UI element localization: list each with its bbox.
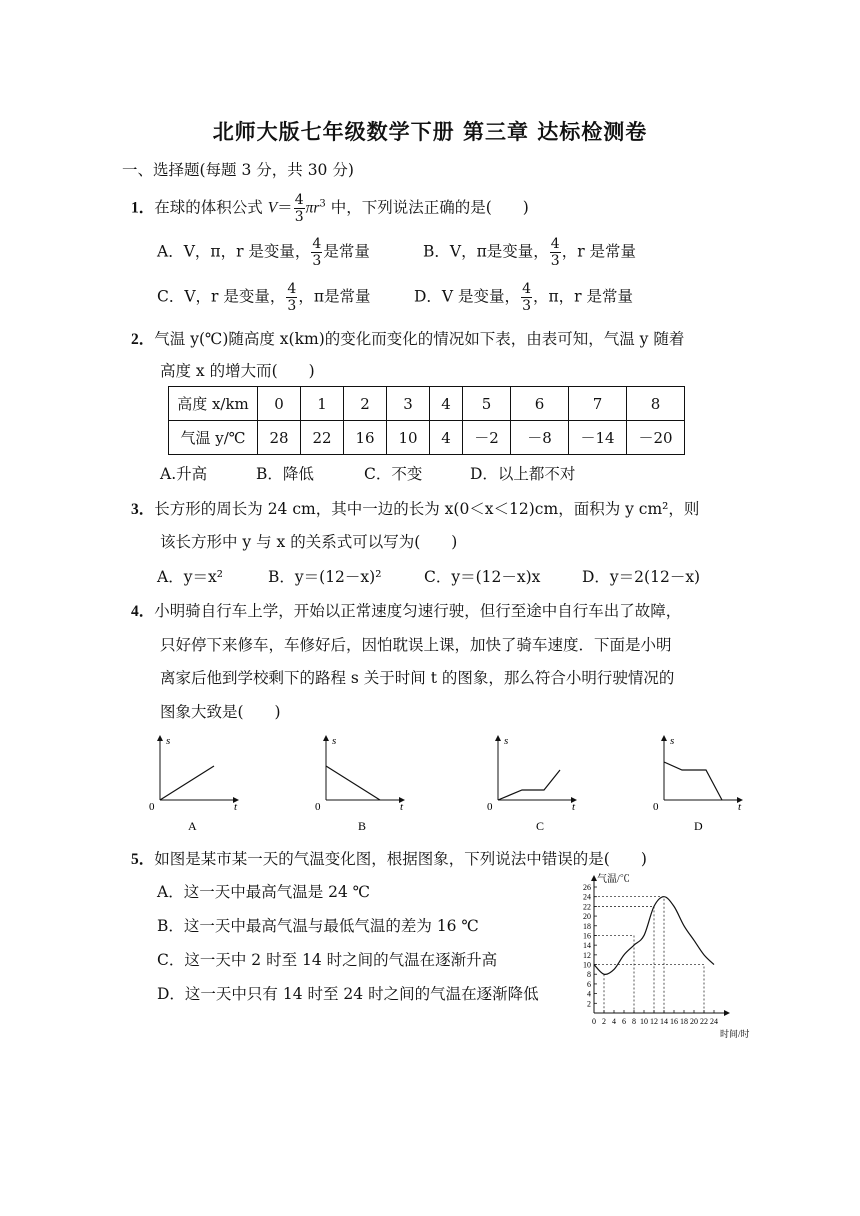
temperature-chart — [570, 868, 780, 1038]
y-tick-label: 14 — [583, 941, 591, 951]
x-tick-label: 14 — [660, 1017, 668, 1026]
question-2-stem: 2．气温 y(℃)随高度 x(km)的变化而变化的情况如下表，由表可知，气温 y 随着 — [131, 330, 685, 348]
q1-text-a: 在球的体积公式 — [154, 198, 268, 217]
graph-a-line — [160, 766, 214, 800]
graph-a[interactable] — [149, 735, 238, 833]
table-cell: －8 — [511, 421, 569, 455]
graph-c-line — [498, 770, 560, 800]
q3-option-a[interactable]: A．y＝x² — [157, 568, 223, 586]
q1-option-a[interactable]: A．V，π，r 是变量， $\frac{4}{3}$ 是常量 — [157, 236, 370, 269]
q1-text-b: 中，下列说法正确的是( ) — [325, 198, 529, 217]
table-cell: 4 — [430, 421, 463, 455]
q1-option-c[interactable]: C．V，r 是变量， $\frac{4}{3}$ ，π是常量 — [157, 281, 371, 314]
table-header-cell: 气温 y/℃ — [169, 421, 258, 455]
question-2-stem-line2: 高度 x 的增大而( ) — [160, 362, 315, 380]
question-4-stem: 4．小明骑自行车上学，开始以正常速度匀速行驶，但行至途中自行车出了故障， — [131, 602, 682, 620]
x-tick-label: 20 — [690, 1017, 698, 1026]
axis-t-label: t — [572, 801, 576, 813]
x-tick-label: 2 — [602, 1017, 606, 1026]
axis-t-label: t — [234, 801, 238, 813]
axis-t-label: t — [738, 801, 742, 813]
x-tick-label: 16 — [670, 1017, 678, 1026]
graph-c[interactable] — [487, 735, 576, 833]
graph-d-label: D — [694, 819, 703, 833]
x-tick-label: 6 — [622, 1017, 626, 1026]
q2-option-c[interactable]: C．不变 — [364, 465, 423, 483]
question-1-number: 1． — [131, 199, 155, 217]
y-tick-label: 12 — [583, 950, 591, 960]
y-tick-label: 22 — [583, 902, 591, 912]
q1-var-v: V — [267, 199, 278, 217]
guide-line — [594, 935, 634, 1013]
table-cell: －14 — [569, 421, 627, 455]
y-tick-label: 2 — [587, 999, 591, 1009]
question-1-stem — [131, 192, 529, 225]
q2-option-d[interactable]: D．以上都不对 — [470, 465, 576, 483]
question-4-stem-line4: 图象大致是( ) — [160, 703, 281, 721]
y-axis-label: 气温/℃ — [597, 874, 630, 885]
x-tick-label: 10 — [640, 1017, 648, 1026]
q5-option-d[interactable]: D．这一天中只有 14 时至 24 时之间的气温在逐渐降低 — [157, 985, 539, 1003]
graph-d[interactable] — [653, 735, 742, 833]
graph-b-label: B — [358, 819, 367, 833]
table-cell: 2 — [344, 387, 387, 421]
table-row — [169, 421, 685, 455]
question-3-stem-line2: 该长方形中 y 与 x 的关系式可以写为( ) — [160, 533, 458, 551]
q3-option-c[interactable]: C．y＝(12－x)x — [424, 568, 541, 586]
table-cell: 5 — [463, 387, 511, 421]
table-cell: 4 — [430, 387, 463, 421]
y-tick-label: 16 — [583, 931, 591, 941]
table-cell: 10 — [387, 421, 430, 455]
guide-line — [594, 906, 654, 1013]
table-cell: 8 — [627, 387, 685, 421]
fraction: $\frac{4}{3}$ — [522, 281, 531, 314]
table-cell: 1 — [301, 387, 344, 421]
q5-option-a[interactable]: A．这一天中最高气温是 24 ℃ — [157, 883, 371, 901]
x-tick-label: 0 — [592, 1017, 596, 1026]
page-title: 北师大版七年级数学下册 第三章 达标检测卷 — [212, 120, 648, 144]
y-tick-label: 6 — [587, 979, 591, 989]
q1-pi-r: πr — [305, 199, 320, 217]
graph-b-line — [326, 766, 380, 800]
axis-s-label: s — [332, 735, 337, 747]
q1-exponent: 3 — [319, 198, 326, 210]
axis-s-label: s — [504, 735, 509, 747]
table-cell: 28 — [258, 421, 301, 455]
q1-equals: ＝ — [277, 198, 293, 217]
fraction: $\frac{4}{3}$ — [287, 281, 297, 314]
graph-d-line — [664, 762, 722, 800]
q3-option-b[interactable]: B．y＝(12－x)² — [268, 568, 382, 586]
q4-graphs — [140, 728, 760, 838]
y-tick-label: 18 — [583, 921, 591, 931]
x-tick-label: 8 — [632, 1017, 636, 1026]
graph-b[interactable] — [315, 735, 404, 833]
question-4-stem-line2: 只好停下来修车，车修好后，因怕耽误上课，加快了骑车速度．下面是小明 — [160, 636, 672, 654]
graph-a-label: A — [188, 819, 197, 833]
x-tick-label: 18 — [680, 1017, 688, 1026]
data-table — [168, 386, 685, 455]
axis-s-label: s — [670, 735, 675, 747]
section-heading: 一、选择题(每题 3 分，共 30 分) — [122, 161, 354, 179]
guide-line — [594, 897, 664, 1013]
axis-t-label: t — [400, 801, 404, 813]
x-axis-label: 时间/时 — [720, 1029, 750, 1038]
origin-label: 0 — [149, 801, 155, 813]
table-cell: 22 — [301, 421, 344, 455]
x-tick-label: 24 — [710, 1017, 718, 1026]
x-tick-label: 12 — [650, 1017, 658, 1026]
y-tick-label: 24 — [583, 892, 591, 902]
q2-option-a[interactable]: A.升高 — [160, 465, 208, 483]
q5-option-b[interactable]: B．这一天中最高气温与最低气温的差为 16 ℃ — [157, 917, 479, 935]
y-tick-label: 20 — [583, 912, 591, 922]
table-cell: 3 — [387, 387, 430, 421]
table-cell: 7 — [569, 387, 627, 421]
q1-option-d[interactable]: D．V 是变量， $\frac{4}{3}$ ，π，r 是常量 — [414, 281, 634, 314]
origin-label: 0 — [487, 801, 493, 813]
graph-c-label: C — [536, 819, 545, 833]
axis-s-label: s — [166, 735, 171, 747]
table-cell: 0 — [258, 387, 301, 421]
y-tick-label: 10 — [583, 960, 591, 970]
x-tick-label: 4 — [612, 1017, 616, 1026]
y-tick-label: 8 — [587, 970, 591, 980]
origin-label: 0 — [653, 801, 659, 813]
question-5-stem: 5．如图是某市某一天的气温变化图，根据图象，下列说法中错误的是( ) — [131, 850, 647, 868]
fraction: $\frac{4}{3}$ — [294, 192, 304, 225]
fraction: $\frac{4}{3}$ — [312, 236, 322, 269]
table-row — [169, 387, 685, 421]
table-cell: 6 — [511, 387, 569, 421]
table-cell: 16 — [344, 421, 387, 455]
origin-label: 0 — [315, 801, 321, 813]
q3-option-d[interactable]: D．y＝2(12－x) — [582, 568, 701, 586]
x-tick-label: 22 — [700, 1017, 708, 1026]
y-tick-label: 26 — [583, 883, 591, 892]
y-tick-label: 4 — [587, 989, 591, 999]
q2-option-b[interactable]: B．降低 — [256, 465, 314, 483]
q1-option-b[interactable]: B．V，π是变量， $\frac{4}{3}$ ，r 是常量 — [423, 236, 637, 269]
x-axis-arrow — [724, 1010, 730, 1016]
table-cell: －2 — [463, 421, 511, 455]
table-header-cell: 高度 x/km — [169, 387, 258, 421]
question-4-stem-line3: 离家后他到学校剩下的路程 s 关于时间 t 的图象，那么符合小明行驶情况的 — [160, 669, 675, 687]
q5-option-c[interactable]: C．这一天中 2 时至 14 时之间的气温在逐渐升高 — [157, 951, 498, 969]
table-cell: －20 — [627, 421, 685, 455]
question-3-stem: 3．长方形的周长为 24 cm，其中一边的长为 x(0＜x＜12)cm，面积为 y cm²，则 — [131, 500, 700, 518]
fraction: $\frac{4}{3}$ — [550, 236, 560, 269]
